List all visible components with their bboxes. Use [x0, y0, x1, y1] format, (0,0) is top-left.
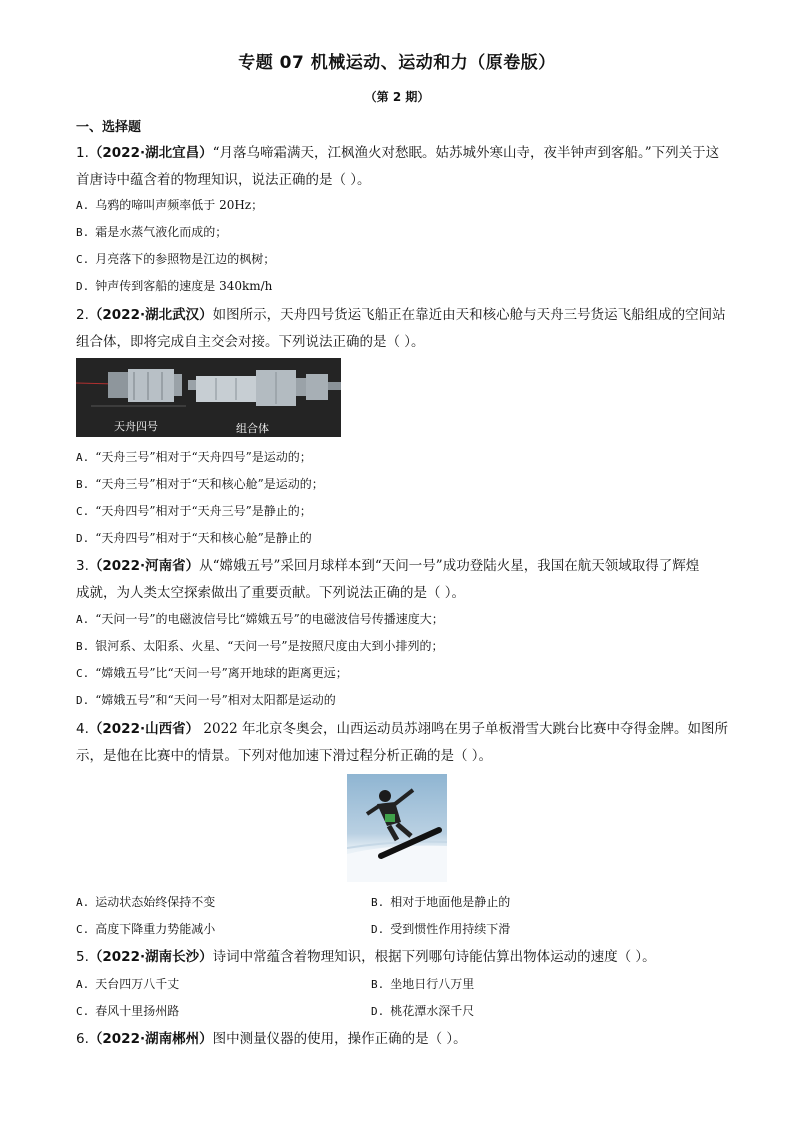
option-label: C.: [76, 505, 90, 518]
option-label: A.: [76, 613, 90, 626]
option-text: 钟声传到客船的速度是 340km/h: [95, 279, 273, 293]
question-2: [76, 302, 746, 356]
option-label: A.: [76, 451, 90, 464]
page-title: 专题 07 机械运动、运动和力（原卷版）: [238, 53, 556, 73]
q5-option-a: [76, 975, 179, 994]
option-label: C.: [76, 253, 90, 266]
option-label: C.: [76, 1005, 90, 1018]
option-label: D.: [76, 532, 90, 545]
question-2-line2: 组合体，即将完成自主交会对接。下列说法正确的是（ ）。: [76, 334, 425, 350]
question-source: （2022·湖北武汉）: [88, 307, 213, 323]
option-label: D.: [371, 923, 385, 936]
option-text: 银河系、太阳系、火星、“天问一号”是按照尺度由大到小排列的；: [95, 639, 444, 653]
section-heading: 一、选择题: [76, 120, 142, 135]
option-text: “天舟三号”相对于“天舟四号”是运动的；: [95, 450, 312, 464]
q3-option-d: [76, 691, 336, 710]
option-label: D.: [371, 1005, 385, 1018]
q1-option-a: [76, 196, 263, 215]
option-text: 天台四万八千丈: [95, 977, 180, 991]
q5-option-b: [371, 975, 474, 994]
q1-option-c: [76, 250, 275, 269]
option-label: B.: [371, 978, 385, 991]
q2-option-c: [76, 502, 312, 521]
option-label: D.: [76, 280, 90, 293]
image-caption: 组合体: [236, 422, 269, 435]
question-number: 3.: [76, 558, 89, 574]
question-number: 6.: [76, 1031, 89, 1047]
option-text: “嫦娥五号”比“天问一号”离开地球的距离更远；: [95, 666, 348, 680]
space-station-image: [76, 358, 341, 437]
question-source: （2022·山西省）: [88, 721, 200, 737]
option-label: B.: [76, 478, 90, 491]
question-1-line1: [76, 140, 746, 167]
q3-option-a: [76, 610, 444, 629]
page-subtitle: （第 2 期）: [364, 90, 430, 104]
q2-option-d: [76, 529, 312, 548]
option-text: 运动状态始终保持不变: [95, 895, 216, 909]
option-text: “天舟四号”相对于“天和核心舱”是静止的: [95, 531, 312, 545]
option-label: A.: [76, 978, 90, 991]
question-4-line1: [76, 716, 746, 743]
question-number: 2.: [76, 307, 89, 323]
q3-option-b: [76, 637, 444, 656]
q4-option-b: [371, 893, 510, 912]
question-stem: 如图所示，天舟四号货运飞船正在靠近由天和核心舱与天舟三号货运飞船组成的空间站: [212, 307, 726, 323]
option-text: “嫦娥五号”和“天问一号”相对太阳都是运动的: [95, 693, 336, 707]
q2-option-b: [76, 475, 324, 494]
question-number: 4.: [76, 721, 89, 737]
question-3-line1: [76, 553, 746, 580]
question-number: 5.: [76, 949, 89, 965]
image-caption: 天舟四号: [114, 420, 158, 433]
option-text: 霜是水蒸气液化而成的；: [95, 225, 228, 239]
question-stem: 2022 年北京冬奥会，山西运动员苏翊鸣在男子单板滑雪大跳台比赛中夺得金牌。如图所: [199, 721, 729, 737]
question-stem: 从“嫦娥五号”采回月球样本到“天问一号”成功登陆火星，我国在航天领域取得了辉煌: [199, 558, 700, 574]
question-source: （2022·湖北宜昌）: [88, 145, 213, 161]
question-source: （2022·河南省）: [88, 558, 200, 574]
question-stem: 图中测量仪器的使用，操作正确的是（ ）。: [212, 1031, 467, 1047]
option-text: 乌鸦的啼叫声频率低于 20Hz；: [95, 198, 264, 212]
question-4-line2: 示，是他在比赛中的情景。下列对他加速下滑过程分析正确的是（ ）。: [76, 748, 493, 764]
q4-option-d: [371, 920, 510, 939]
q5-option-d: [371, 1002, 474, 1021]
question-stem: 诗词中常蕴含着物理知识，根据下列哪句诗能估算出物体运动的速度（ ）。: [212, 949, 656, 965]
snowboarder-image: [347, 774, 447, 882]
question-6: [76, 1026, 746, 1053]
question-1: [76, 140, 746, 194]
option-label: D.: [76, 694, 90, 707]
option-text: 受到惯性作用持续下滑: [390, 922, 511, 936]
question-3: [76, 553, 746, 607]
option-label: C.: [76, 667, 90, 680]
option-text: “天问一号”的电磁波信号比“嫦娥五号”的电磁波信号传播速度大；: [95, 612, 444, 626]
option-text: “天舟四号”相对于“天舟三号”是静止的；: [95, 504, 312, 518]
q4-option-a: [76, 893, 215, 912]
q2-option-a: [76, 448, 312, 467]
question-source: （2022·湖南长沙）: [88, 949, 213, 965]
question-number: 1.: [76, 145, 89, 161]
option-label: A.: [76, 199, 90, 212]
q1-option-d: [76, 277, 272, 296]
option-text: 相对于地面他是静止的: [390, 895, 511, 909]
question-2-line1: [76, 302, 746, 329]
question-3-line2: 成就，为人类太空探索做出了重要贡献。下列说法正确的是（ ）。: [76, 585, 466, 601]
question-4: [76, 716, 746, 770]
question-5-line1: [76, 944, 746, 971]
option-label: B.: [76, 640, 90, 653]
q1-option-b: [76, 223, 227, 242]
question-6-line1: [76, 1026, 746, 1053]
q5-option-c: [76, 1002, 179, 1021]
question-stem: “月落乌啼霜满天，江枫渔火对愁眠。姑苏城外寒山寺，夜半钟声到客船。”下列关于这: [212, 145, 720, 161]
question-source: （2022·湖南郴州）: [88, 1031, 213, 1047]
option-label: B.: [76, 226, 90, 239]
q4-option-c: [76, 920, 215, 939]
snowboarder-illustration: [347, 774, 447, 882]
option-text: 高度下降重力势能减小: [95, 922, 216, 936]
option-text: “天舟三号”相对于“天和核心舱”是运动的；: [95, 477, 324, 491]
option-label: B.: [371, 896, 385, 909]
q3-option-c: [76, 664, 348, 683]
question-1-line2: 首唐诗中蕴含着的物理知识，说法正确的是（ ）。: [76, 172, 371, 188]
option-label: C.: [76, 923, 90, 936]
option-text: 月亮落下的参照物是江边的枫树；: [95, 252, 276, 266]
option-text: 春风十里扬州路: [95, 1004, 180, 1018]
option-label: A.: [76, 896, 90, 909]
option-text: 桃花潭水深千尺: [390, 1004, 475, 1018]
question-5: [76, 944, 746, 971]
option-text: 坐地日行八万里: [390, 977, 475, 991]
